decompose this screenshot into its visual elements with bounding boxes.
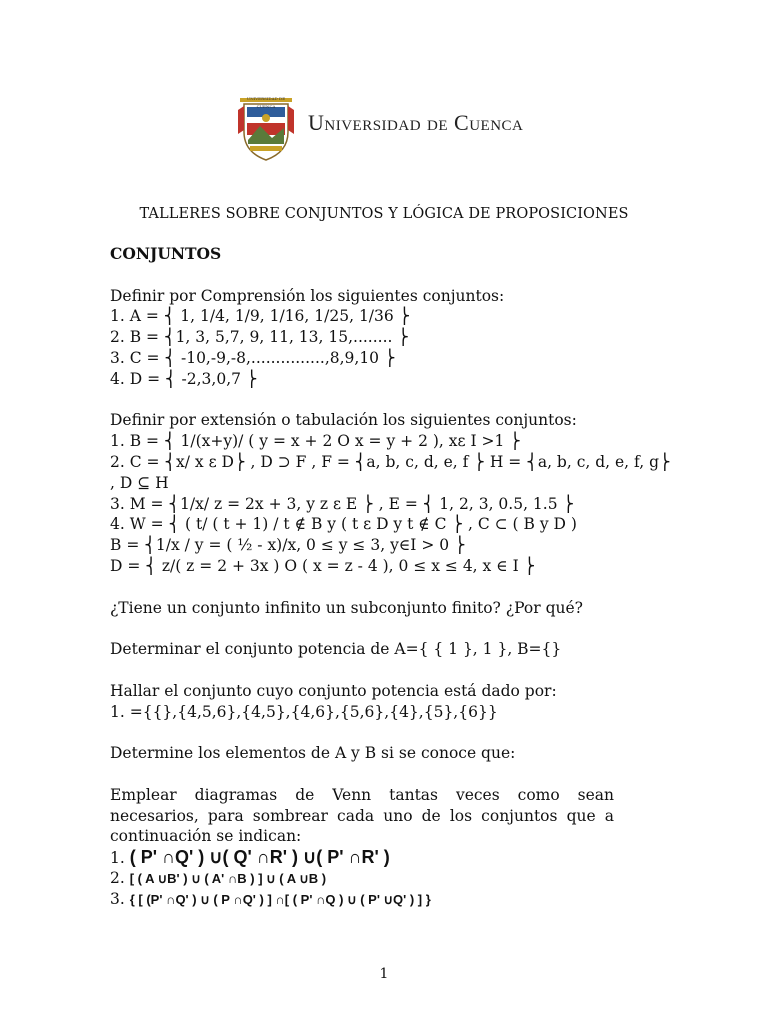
extension-item: 4. W = ⎨ ( t/ ( t + 1) / t ∉ B y ( t ε D y t ∉ C ⎬ , C ⊂ ( B y D ) [110,515,577,534]
venn-item-expression: ( P' ∩Q' ) ∪( Q' ∩R' ) ∪( P' ∩R' ) [129,847,390,868]
comprension-item: 4. D = ⎨ -2,3,0,7 ⎬ [110,369,258,388]
document-body [110,244,671,910]
extension-item: 1. B = ⎨ 1/(x+y)/ ( y = x + 2 O x = y + 2 ), xε I >1 ⎬ [110,432,521,451]
comprension-item: 3. C = ⎨ -10,-9,-8,...............,8,9,10 ⎬ [110,348,396,367]
extension-item: B = ⎨1/x / y = ( ½ - x)/x, 0 ≤ y ≤ 3, y∈I > 0 ⎬ [110,536,466,555]
determine-text: Determine los elementos de A y B si se conoce que: [110,744,516,763]
venn-item [110,889,630,910]
university-name: Universidad de Cuenca [308,110,524,135]
venn-intro: Emplear diagramas de Venn tantas veces como sean necesarios, para sombrear cada uno de los conjuntos que a continuación se indican: [110,785,614,846]
venn-item-expression: [ ( A ∪B' ) ∪ ( A' ∩B ) ] ∪ ( A ∪B ) [129,870,327,886]
comprension-heading: Definir por Comprensión los siguientes conjuntos: [110,286,505,305]
venn-item-number: 2. [110,868,125,887]
logo-banner-text: UNIVERSIDAD DE CUENCA [246,96,286,109]
page-number: 1 [379,966,389,982]
comprension-item: 1. A = ⎨ 1, 1/4, 1/9, 1/16, 1/25, 1/36 ⎬ [110,307,411,326]
venn-item-number: 1. [110,849,125,868]
section-heading: CONJUNTOS [110,244,222,263]
extension-item: 2. C = ⎨x/ x ε D⎬ , D ⊃ F , F = ⎨a, b, c, d, e, f ⎬ H = ⎨a, b, c, d, e, f, g⎬ [110,452,671,471]
extension-item: D = ⎨ z/( z = 2 + 3x ) O ( x = z - 4 ), 0 ≤ x ≤ 4, x ∈ I ⎬ [110,556,536,575]
venn-item-expression: { [ (P' ∩Q' ) ∪ ( P ∩Q' ) ] ∩[ ( P' ∩Q ) ∪ ( P' ∪Q' ) ] } [129,891,431,907]
venn-item-number: 3. [110,889,125,908]
hallar-heading: Hallar el conjunto cuyo conjunto potencia está dado por: [110,681,557,700]
extension-item: 3. M = ⎨1/x/ z = 2x + 3, y z ε E ⎬ , E = ⎨ 1, 2, 3, 0.5, 1.5 ⎬ [110,494,575,513]
document-title: TALLERES SOBRE CONJUNTOS Y LÓGICA DE PROPOSICIONES [139,206,629,222]
question-power-set: Determinar el conjunto potencia de A={ { 1 }, 1 }, B={} [110,640,562,659]
extension-heading: Definir por extensión o tabulación los siguientes conjuntos: [110,411,577,430]
venn-item [110,847,630,868]
hallar-item: 1. ={{},{4,5,6},{4,5},{4,6},{5,6},{4},{5},{6}} [110,702,498,721]
comprension-item: 2. B = ⎨1, 3, 5,7, 9, 11, 13, 15,........ ⎬ [110,328,409,347]
venn-item [110,868,630,889]
question-infinite: ¿Tiene un conjunto infinito un subconjunto finito? ¿Por qué? [110,598,583,617]
extension-item: , D ⊆ H [110,473,169,492]
